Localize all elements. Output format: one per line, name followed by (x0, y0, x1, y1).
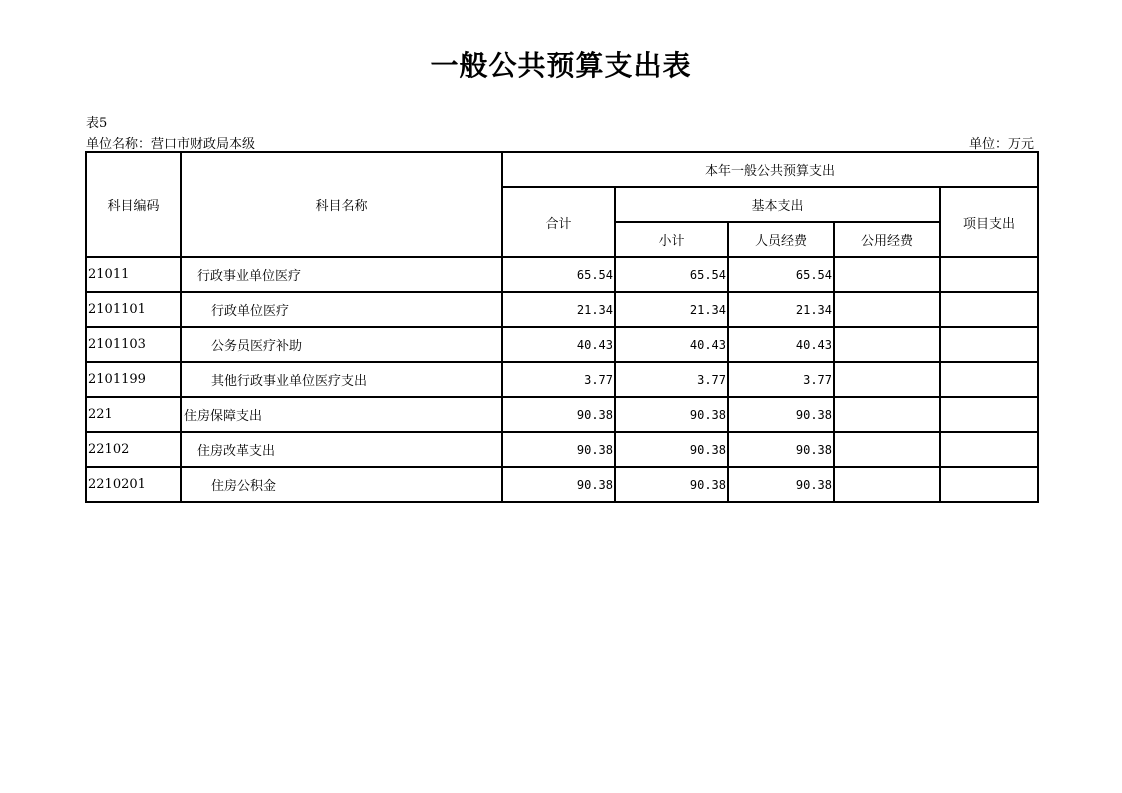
cell-public (834, 432, 940, 467)
cell-code: 2101199 (86, 362, 181, 397)
cell-subtotal: 21.34 (615, 292, 728, 327)
cell-total: 65.54 (502, 257, 615, 292)
header-personnel: 人员经费 (728, 222, 834, 257)
header-public: 公用经费 (834, 222, 940, 257)
cell-subtotal: 90.38 (615, 432, 728, 467)
cell-total: 90.38 (502, 467, 615, 502)
cell-personnel: 65.54 (728, 257, 834, 292)
cell-subtotal: 90.38 (615, 397, 728, 432)
cell-public (834, 327, 940, 362)
cell-code: 2210201 (86, 467, 181, 502)
cell-project (940, 292, 1038, 327)
table-row (86, 292, 1038, 327)
cell-subtotal: 65.54 (615, 257, 728, 292)
cell-personnel: 3.77 (728, 362, 834, 397)
header-subtotal: 小计 (615, 222, 728, 257)
cell-code: 2101101 (86, 292, 181, 327)
cell-total: 90.38 (502, 397, 615, 432)
cell-public (834, 362, 940, 397)
unit-name: 单位名称：营口市财政局本级 (86, 137, 256, 152)
cell-personnel: 90.38 (728, 397, 834, 432)
unit-label: 单位：万元 (968, 137, 1034, 152)
table-row (86, 362, 1038, 397)
cell-code: 221 (86, 397, 181, 432)
page-title: 一般公共预算支出表 (430, 49, 692, 82)
cell-name: 其他行政事业单位医疗支出 (181, 362, 502, 397)
table-row (86, 327, 1038, 362)
table-row (86, 397, 1038, 432)
cell-personnel: 21.34 (728, 292, 834, 327)
cell-subtotal: 40.43 (615, 327, 728, 362)
table-row (86, 257, 1038, 292)
table-header (86, 152, 1038, 257)
header-group: 本年一般公共预算支出 (502, 152, 1038, 187)
cell-name: 住房改革支出 (181, 432, 502, 467)
table-number: 表5 (86, 116, 108, 131)
cell-subtotal: 3.77 (615, 362, 728, 397)
cell-code: 21011 (86, 257, 181, 292)
cell-personnel: 90.38 (728, 467, 834, 502)
expenditure-table (85, 151, 1039, 503)
cell-code: 2101103 (86, 327, 181, 362)
header-project: 项目支出 (940, 187, 1038, 257)
cell-personnel: 40.43 (728, 327, 834, 362)
cell-name: 行政事业单位医疗 (181, 257, 502, 292)
cell-total: 3.77 (502, 362, 615, 397)
cell-name: 行政单位医疗 (181, 292, 502, 327)
cell-subtotal: 90.38 (615, 467, 728, 502)
table-row (86, 467, 1038, 502)
cell-name: 公务员医疗补助 (181, 327, 502, 362)
header-name: 科目名称 (181, 152, 502, 257)
cell-name: 住房保障支出 (181, 397, 502, 432)
cell-total: 21.34 (502, 292, 615, 327)
cell-public (834, 257, 940, 292)
cell-project (940, 257, 1038, 292)
cell-public (834, 292, 940, 327)
header-total: 合计 (502, 187, 615, 257)
cell-project (940, 327, 1038, 362)
cell-project (940, 467, 1038, 502)
cell-project (940, 397, 1038, 432)
header-code: 科目编码 (86, 152, 181, 257)
cell-total: 40.43 (502, 327, 615, 362)
table-row (86, 432, 1038, 467)
cell-public (834, 467, 940, 502)
cell-project (940, 432, 1038, 467)
cell-public (834, 397, 940, 432)
cell-name: 住房公积金 (181, 467, 502, 502)
header-basic: 基本支出 (615, 187, 940, 222)
cell-project (940, 362, 1038, 397)
table-body (86, 257, 1038, 502)
cell-total: 90.38 (502, 432, 615, 467)
cell-code: 22102 (86, 432, 181, 467)
cell-personnel: 90.38 (728, 432, 834, 467)
